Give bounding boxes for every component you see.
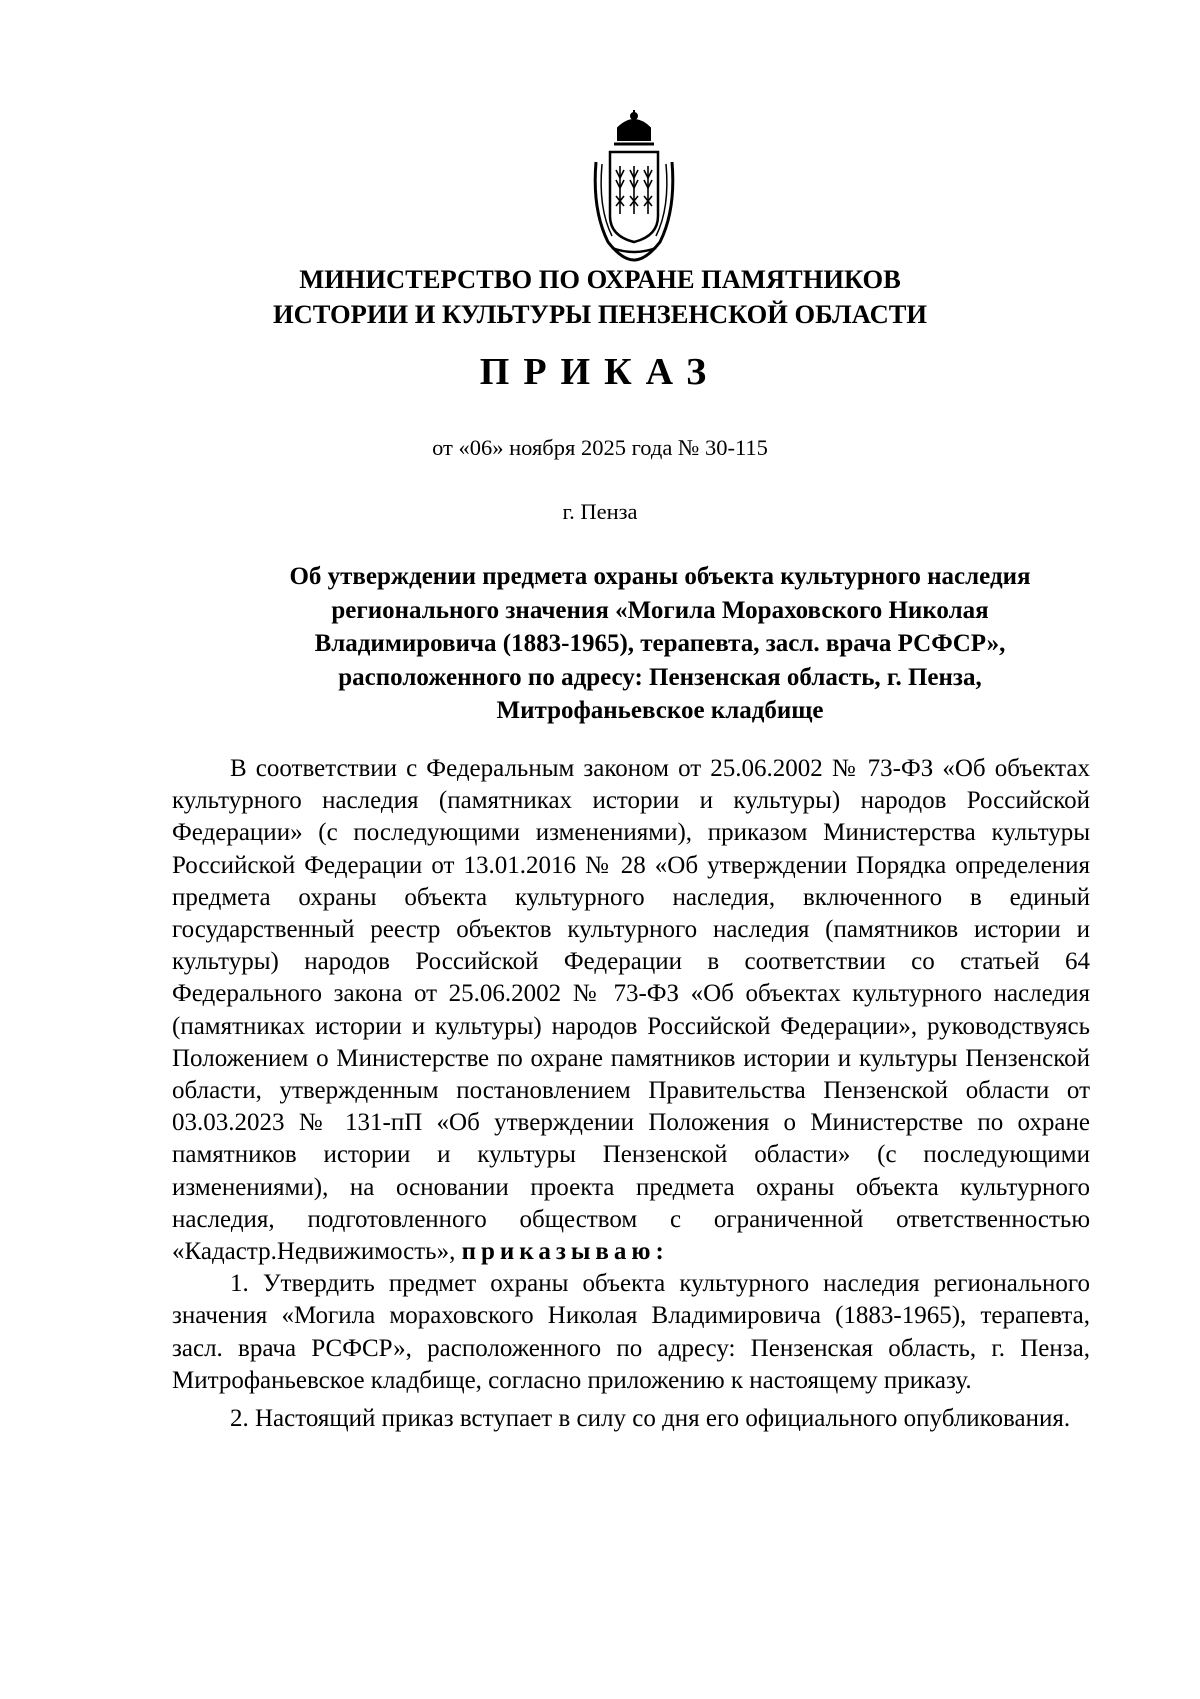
subject-line-3: Владимировича (1883-1965), терапевта, засл. врача РСФСР», (314, 630, 1006, 657)
order-city: г. Пенза (562, 499, 638, 524)
document-type-title: ПРИКАЗ (479, 351, 721, 393)
subject-line-5: Митрофаньевское кладбище (496, 697, 824, 724)
subject-line-2: регионального значения «Могила Мораховского Николая (331, 596, 989, 624)
subject-line-4: расположенного по адресу: Пензенская область, г. Пенза, (338, 663, 982, 691)
preamble-text: В соответствии с Федеральным законом от 25.06.2002 № 73-ФЗ «Об объектах культурного наследия (памятниках истории и культуры) народов Российской Федерации» (с последующими изменениями), приказом Министерства культуры Российской Федерации от 13.01.2016 № 28 «Об утверждении Порядка определения предмета охраны объекта культурного наследия, включенного в единый государственный реестр объектов культурного наследия (памятников истории и культуры) народов Российской Федерации в соответствии со статьей 64 Федерального закона от 25.06.2002 № 73-ФЗ «Об объектах культурного наследия (памятниках истории и культуры) народов Российской Федерации», руководствуясь Положением о Министерстве по охране памятников истории и культуры Пензенской области, утвержденным постановлением Правительства Пензенской области от 03.03.2023 № 131-пП «Об утверждении Положения о Министерстве по охране памятников истории и культуры Пензенской области» (с последующими изменениями), на основании проекта предмета охраны объекта культурного наследия, подготовленного обществом с ограниченной ответственностью «Кадастр.Недвижимость», (172, 755, 1090, 1266)
order-body (172, 753, 1090, 1435)
order-item-2: 2. Настоящий приказ вступает в силу со дня его официального опубликования. (230, 1405, 1071, 1433)
ministry-name-line-2: ИСТОРИИ И КУЛЬТУРЫ ПЕНЗЕНСКОЙ ОБЛАСТИ (272, 299, 927, 329)
order-subject (220, 560, 1100, 728)
order-date-number: от «06» ноября 2025 года № 30-115 (432, 435, 768, 460)
subject-line-1: Об утверждении предмета охраны объекта культурного наследия (289, 563, 1031, 590)
order-item-1: 1. Утвердить предмет охраны объекта культурного наследия регионального значения «Могила мораховского Николая Владимировича (1883-1965), терапевта, засл. врача РСФСР», расположенного по адресу: Пензенская область, г. Пенза, Митрофаньевское кладбище, согласно приложению к настоящему приказу. (172, 1270, 1090, 1394)
preamble-paragraph (172, 753, 1090, 1268)
ministry-name-line-1: МИНИСТЕРСТВО ПО ОХРАНЕ ПАМЯТНИКОВ (299, 264, 901, 294)
coat-of-arms-emblem (588, 110, 680, 262)
decree-word: приказываю: (461, 1238, 669, 1266)
ministry-name (150, 262, 1050, 332)
